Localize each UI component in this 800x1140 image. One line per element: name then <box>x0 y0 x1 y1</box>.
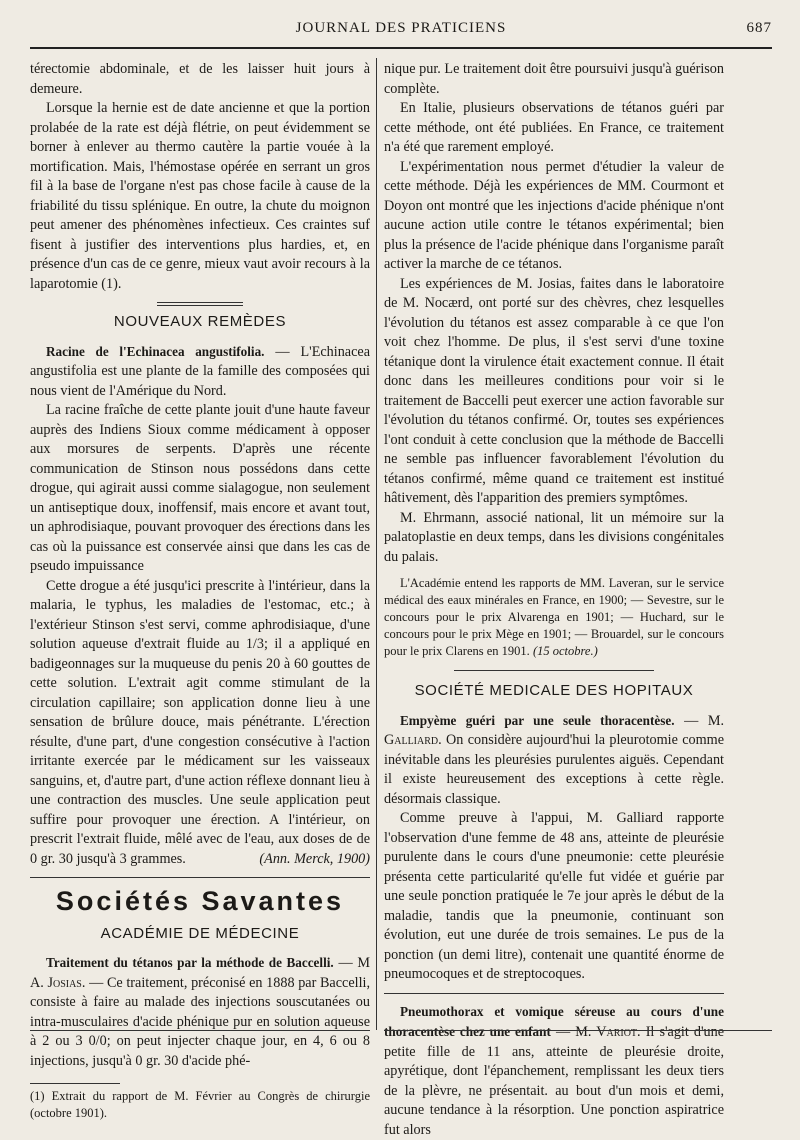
running-header <box>30 20 772 42</box>
note-date: (15 octobre.) <box>533 644 598 658</box>
paragraph: M. Ehrmann, associé national, lit un mémoire sur la palatoplastie en deux temps, dans les divisions congénitales du palais. <box>384 509 724 568</box>
section-title-nouveaux-remedes: NOUVEAUX REMÈDES <box>30 312 370 332</box>
paragraph-text: Cette drogue a été jusqu'ici prescrite à l'intérieur, dans la malaria, le typhus, les maladies de l'estomac, etc.; à l'extérieur Stinson s'est servi, comme aphrodisiaque, d'une solution aqueuse d'extrait fluide au 1/3; il a appliqué en badigeonnages sur la muqueuse du penis 20 à 60 gouttes de cette solution. L'extrait agit comme stimulant de la circulation capillaire; son application donne lieu à une sensation de brûlure douce, mais pénétrante. L'érection résulte, d'une part, d'une congestion consécutive à l'action irritante exercée par le médicament sur les vaisseaux sanguins, et, d'autre part, d'une action réflexe donnant lieu à une contraction des muscles. Une seule application peut suffire pour provoquer une érection. A l'intérieur, on prescrit l'extrait fluide, mêlé avec de l'eau, aux doses de de 0 gr. 30 jusqu'à 3 grammes. <box>30 578 370 867</box>
header-rule <box>30 47 772 49</box>
section-rule <box>454 670 654 671</box>
footnote-rule <box>30 1083 120 1084</box>
article-author: — M. Galliard. <box>384 713 724 749</box>
right-column <box>384 60 724 1140</box>
divider <box>384 993 724 994</box>
left-column <box>30 60 370 1122</box>
article-text: On considère aujourd'hui la pleurotomie comme inévitable dans les pleurésies purulentes aiguës. Cependant il existe heureusement des exceptions à cette règle. désormais classique. <box>384 732 724 807</box>
paragraph: Les expériences de M. Josias, faites dans le laboratoire de M. Nocærd, ont porté sur des chèvres, chez lesquelles l'évolution du tétanos est assez comparable à ce que l'on voit chez l'homme. De plus, il s'est servi d'une toxine tétanique dont la virulence était exactement connue. Il était donc dans les meilleures conditions pour voir si le traitement de Baccelli peut exercer une action favorable sur l'évolution du tétanos confirmé. Or, toutes ses expériences l'ont conduit à cette conclusion que la méthode de Baccelli ne semble pas influencer favorablement l'évolution du tétanos confirmé, même quand ce traitement est institué hâtivement, dès l'apparition des premiers symptômes. <box>384 275 724 509</box>
source-citation: (Ann. Merck, 1900) <box>243 850 370 870</box>
article-text: — L'Echinacea angustifolia est une plante de la famille des composées qui nous vient de l'Amérique du Nord. <box>30 344 370 399</box>
paragraph: En Italie, plusieurs observations de tétanos guéri par cette méthode, ont été publiées. En France, ce traitement n'a été que rarement employé. <box>384 99 724 158</box>
paragraph: térectomie abdominale, et de les laisser huit jours à demeure. <box>30 60 370 99</box>
article-tetanos <box>30 953 370 1071</box>
article-title: Traitement du tétanos par la méthode de Baccelli. <box>46 955 334 970</box>
column-divider <box>376 58 377 1030</box>
article-text: Il s'agit d'une petite fille de 11 ans, atteinte de pleurésie droite, apyrétique, dont l'épanchement, remplissant les deux tiers de la plèvre, ne présentait. au bout d'un mois et demi, aucune tendance à la résorption. Une ponction aspiratrice fut alors <box>384 1024 724 1138</box>
paragraph: Comme preuve à l'appui, M. Galliard rapporte l'observation d'une femme de 48 ans, atteinte de pleurésie purulente dans le cours d'une pneumonie: cette pleurésie présenta cette particularité qu'elle fut vidée et guérie par une seule ponction pratiquée le 7e jour après le début de la maladie, tandis que la pneumonie, continuant son évolution, eut une durée de trois semaines. Le pus de la ponction (un demi litre), contenait une quantité énorme de pneumocoques et de streptocoques. <box>384 809 724 985</box>
article-title: Empyème guéri par une seule thoracentèse. <box>400 713 675 728</box>
section-title-academie: ACADÉMIE DE MÉDECINE <box>30 924 370 944</box>
article-text: — Ce traitement, préconisé en 1888 par Baccelli, consiste à faire au malade des injections souscutanées ou intra-musculaires d'acide phénique pur en solution aqueuse à 2 ou 3 0/0; on peut injecter chaque jour, en 4, 6 ou 8 injections, jusqu'à 0 gr. 30 d'acide phé- <box>30 975 370 1069</box>
article-title: Pneumothorax et vomique séreuse au cours d'une thoracentèse chez une enfant <box>384 1004 724 1040</box>
article-author: — M A. Josias. <box>30 955 370 991</box>
section-title-hopitaux: SOCIÉTÉ MEDICALE DES HOPITAUX <box>384 681 724 701</box>
journal-title: JOURNAL DES PRATICIENS <box>30 20 772 37</box>
article-author: — M. Variot. <box>556 1024 641 1040</box>
note-text: L'Académie entend les rapports de MM. Laveran, sur le service médical des eaux minérales en France, en 1900; — Sevestre, sur le concours pour le prix Alvarenga en 1901; — Huchard, sur le concours pour le prix Mège en 1901; — Brouardel, sur le concours pour le prix Clarens en 1901. <box>384 576 724 658</box>
article-empyeme <box>384 711 724 810</box>
footnote: (1) Extrait du rapport de M. Février au Congrès de chirurgie (octobre 1901). <box>30 1088 370 1122</box>
paragraph: nique pur. Le traitement doit être poursuivi jusqu'à guérison complète. <box>384 60 724 99</box>
paragraph: L'expérimentation nous permet d'étudier la valeur de cette méthode. Déjà les expériences de MM. Courmont et Doyon ont montré que les injections d'acide phénique n'ont aucune action utile contre le tétanos expérimental; bien plus la présence de l'acide phénique dans l'organisme paraît activer la marche de ce tétanos. <box>384 158 724 275</box>
paragraph: Lorsque la hernie est de date ancienne et que la portion prolabée de la rate est déjà flétrie, on peut évidemment se borner à enlever au thermo cautère la partie vouée à la mortification. Mais, l'hémostase opérée en serrant un gros fil à la base de l'organe n'est pas chose facile à cause de la friabilité du tissu splénique. En outre, la chute du moignon peut amener des phénomènes infectieux. Ces craintes suf fisent à justifier des interventions plus hardies, et, en présence d'un cas de ce genre, mieux vaut avoir recours à la laparotomie (1). <box>30 99 370 294</box>
bottom-rule <box>384 1030 772 1031</box>
article-title: Racine de l'Echinacea angustifolia. <box>46 344 264 359</box>
academie-note <box>384 575 724 660</box>
article-pneumothorax <box>384 1002 724 1140</box>
paragraph: La racine fraîche de cette plante jouit d'une haute faveur auprès des Indiens Sioux comme médicament à opposer aux morsures de serpents. D'après une récente communication de Stinson nous possédons dans cette drogue, qui agirait aussi comme sialagogue, non seulement un antiseptique doux, inoffensif, mais encore et avant tout, un aphrodisiaque, pouvant provoquer des érections dans les cas où la puissance est conservée ainsi que dans les cas de pseudo impuissance <box>30 401 370 577</box>
bottom-rule <box>30 1030 370 1031</box>
section-rule <box>157 302 243 306</box>
section-title-societes-savantes: Sociétés Savantes <box>30 892 370 912</box>
divider <box>30 877 370 878</box>
page-number: 687 <box>747 20 773 37</box>
article-echinacea <box>30 342 370 402</box>
paragraph <box>30 577 370 870</box>
